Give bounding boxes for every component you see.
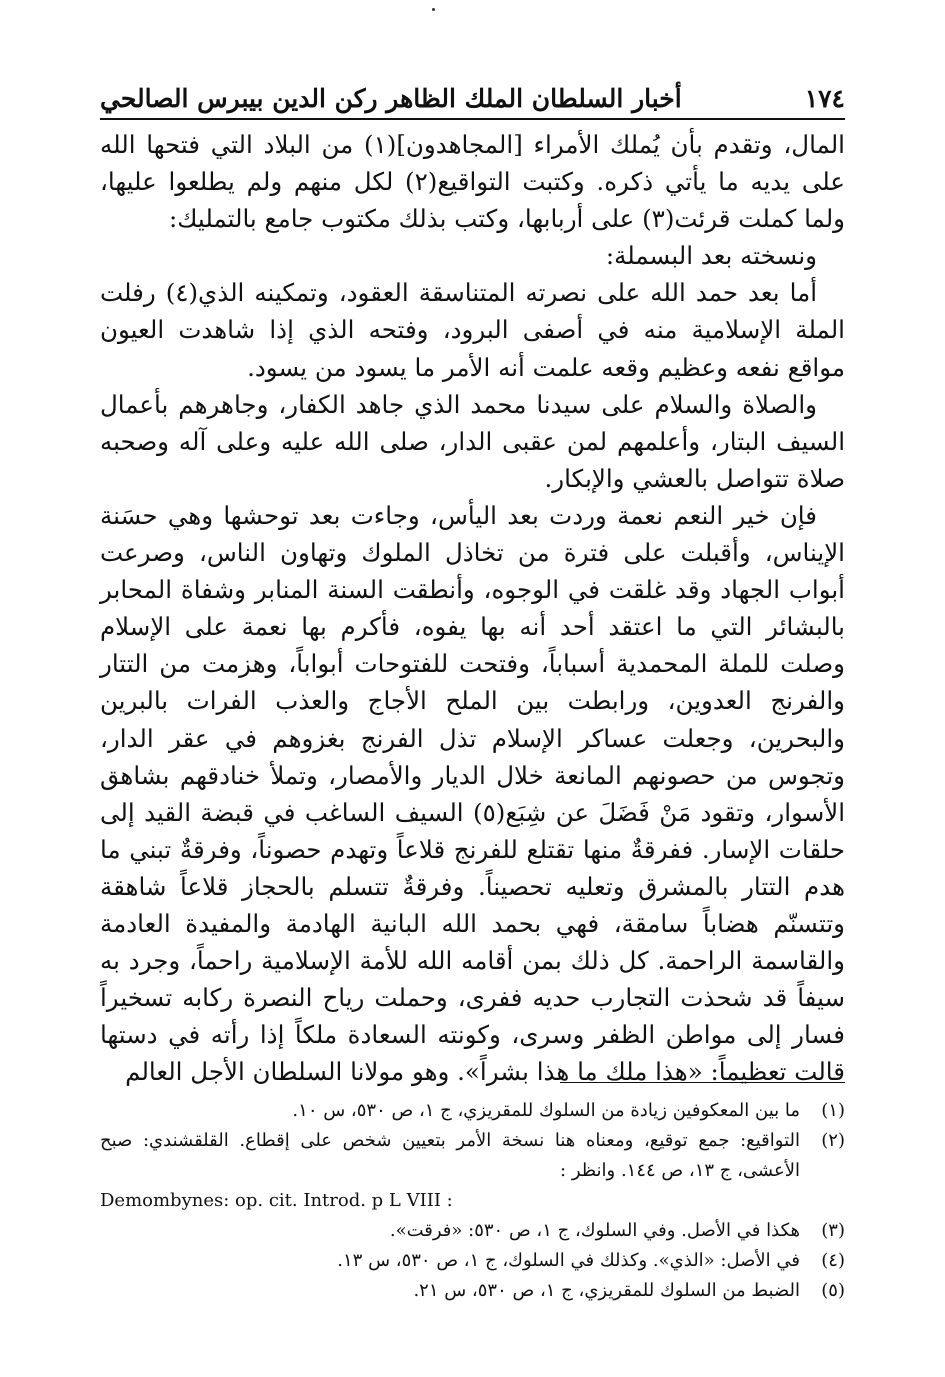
footnote-number: (٥) <box>821 1280 845 1301</box>
footnote-number: (٢) <box>821 1130 845 1151</box>
footnote-number: (١) <box>821 1100 845 1121</box>
footnote-2-latin-line <box>100 1186 845 1216</box>
footnote-3 <box>100 1216 845 1246</box>
scan-speck <box>432 8 435 11</box>
running-header <box>100 78 845 118</box>
footnote-number: (٣) <box>821 1220 845 1241</box>
footnote-text: في الأصل: «الذي». وكذلك في السلوك، ج ١، ص ٥٣٠، س ١٣. <box>337 1250 800 1271</box>
page-number: ١٧٤ <box>804 83 845 113</box>
footnote-text: ما بين المعكوفين زيادة من السلوك للمقريزي، ج ١، ص ٥٣٠، س ١٠. <box>292 1100 800 1121</box>
footnote-1 <box>100 1096 845 1126</box>
paragraph-2: ونسخته بعد البسملة: <box>605 241 817 271</box>
paragraph-5: فإن خير النعم نعمة وردت بعد اليأس، وجاءت بعد توحشها وهي حسَنة الإيناس، وأقبلت على فترة من تخاذل الملوك وتهاون الناس، وصرعت أبواب الجهاد وقد غلقت في الوجوه، وأنطقت السنة المنابر وشفاة المحابر بالبشائر التي ما اعتقد أحد أنه بها يفوه، فأكرم بها نعمة على الإسلام وصلت للملة المحمدية أسباباً، وفتحت للفتوحات أبواباً، وهزمت من التتار والفرنج العدوين، ورابطت بين الملح الأجاج والعذب الفرات بالبرين والبحرين، وجعلت عساكر الإسلام تذل الفرنج بغزوهم في عقر الدار، وتجوس من حصونهم المانعة خلال الديار والأمصار، وتملأ خنادقهم بشاهق الأسوار، وتقود مَنْ فَضَلَ عن شِبَع(٥) السيف الساغب في قبضة القيد إلى حلقات الإسار. ففرقةٌ منها تقتلع للفرنج قلاعاً وتهدم حصوناً، وفرقةٌ تبني ما هدم التتار بالمشرق وتعليه تحصيناً. وفرقةٌ تتسلم بالحجاز قلاعاً شاهقة وتتسنّم هضاباً سامقة، فهي بحمد الله البانية الهادمة والمفيدة العادمة والقاسمة الراحمة. كل ذلك بمن أقامه الله للأمة الإسلامية راحماً، وجرد به سيفاً قد شحذت التجارب حديه ففرى، وحملت رياح النصرة ركابه تسخيراً فسار إلى مواطن الظفر وسرى، وكونته السعادة ملكاً إذا رأته في دستها قالت تعظيماً: «هذا ملك ما هذا بشراً». وهو مولانا السلطان الأجل العالم <box>100 500 846 1087</box>
footnote-4 <box>100 1246 845 1276</box>
running-title: أخبار السلطان الملك الظاهر ركن الدين بيبرس الصالحي <box>100 83 682 113</box>
footnote-2 <box>100 1126 845 1186</box>
paragraph-3: أما بعد حمد الله على نصرته المتناسقة العقود، وتمكينه الذي(٤) رفلت الملة الإسلامية منه في أصفى البرود، وفتحه الذي إذا شاهدت العيون مواقع نفعه وعظيم وقعه علمت أنه الأمر ما يسود من يسود. <box>100 278 845 382</box>
footnote-text: هكذا في الأصل. وفي السلوك، ج ١، ص ٥٣٠: «فرقت». <box>389 1220 800 1241</box>
paragraph-1: المال، وتقدم بأن يُملك الأمراء [المجاهدون](١) من البلاد التي فتحها الله على يديه ما يأتي ذكره. وكتبت التواقيع(٢) لكل منهم ولم يطلعوا عليها، ولما كملت قرئت(٣) على أربابها، وكتب بذلك مكتوب جامع بالتمليك: <box>100 130 845 234</box>
header-rule <box>100 118 845 120</box>
footnotes <box>100 1096 845 1306</box>
footnote-text: التواقيع: جمع توقيع، ومعناه هنا نسخة الأمر بتعيين شخص على إقطاع. القلقشندي: صبح الأعشى، ج ١٣، ص ١٤٤. وانظر : <box>100 1130 800 1181</box>
footnote-rule <box>560 1082 845 1083</box>
footnote-text: الضبط من السلوك للمقريزي، ج ١، ص ٥٣٠، س ٢١. <box>413 1280 800 1301</box>
main-text <box>100 126 845 1090</box>
footnote-number: (٤) <box>821 1250 845 1271</box>
footnote-5 <box>100 1276 845 1306</box>
footnote-latin-reference: Demombynes: op. cit. Introd. p L VIII : <box>100 1190 453 1211</box>
paragraph-4: والصلاة والسلام على سيدنا محمد الذي جاهد الكفار، وجاهرهم بأعمال السيف البتار، وأعلمهم لمن عقبى الدار، صلى الله عليه وعلى آله وصحبه صلاة تتواصل بالعشي والإبكار. <box>100 389 845 493</box>
